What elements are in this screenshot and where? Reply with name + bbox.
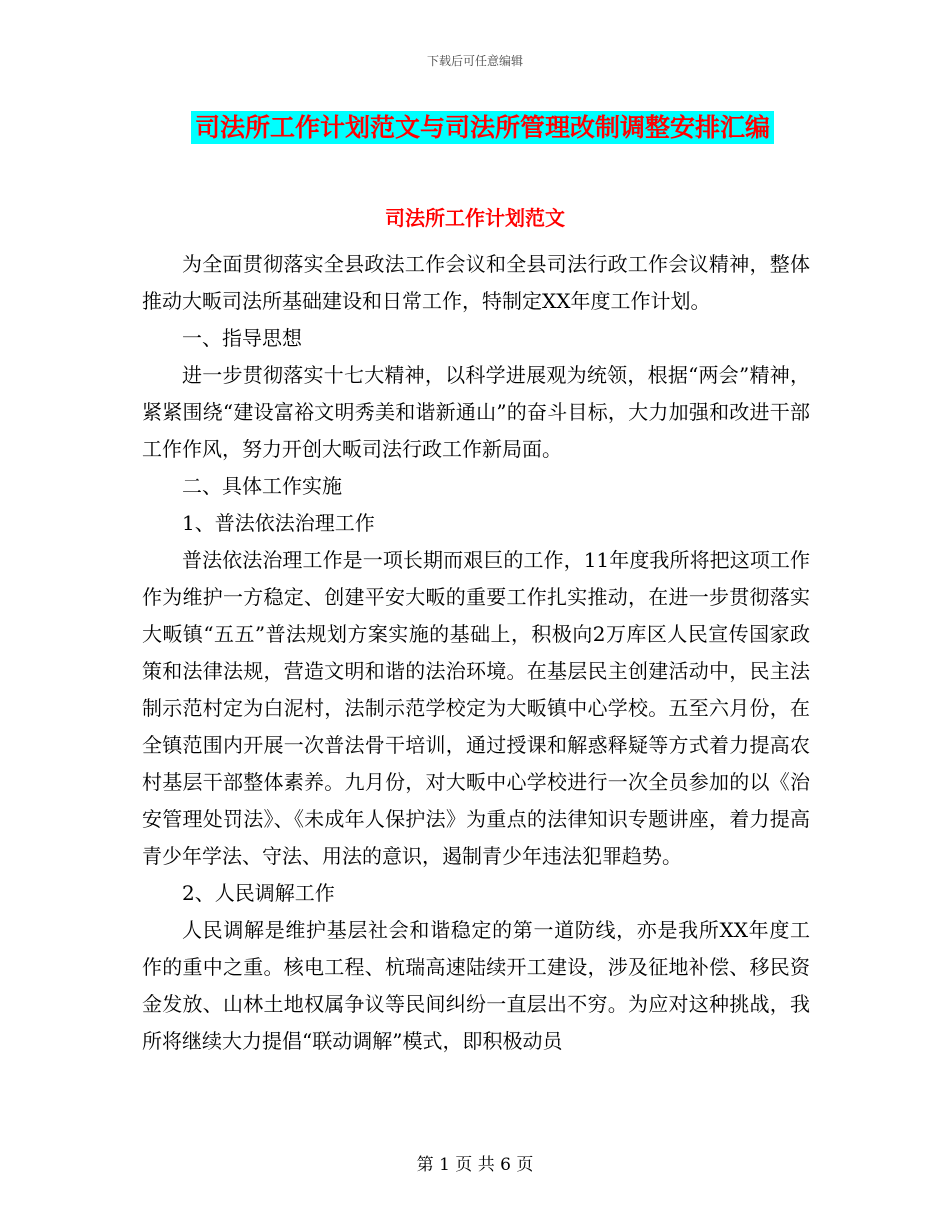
heading-guiding-ideology: 一、指导思想: [182, 326, 302, 350]
page-number-footer: 第 1 页 共 6 页: [416, 1155, 534, 1175]
mediation-paragraph: 人民调解是维护基层社会和谐稳定的第一道防线，亦是我所XX年度工作的重中之重。核电工程、杭瑞高速陆续开工建设，涉及征地补偿、移民资金发放、山林土地权属争议等民间纠纷一直层出不穷。为应对这种挑战，我所将继续大力提倡“联动调解”模式，即积极动员: [142, 918, 810, 1053]
heading-mediation: 2、人民调解工作: [182, 881, 335, 905]
document-main-title: 司法所工作计划范文与司法所管理改制调整安排汇编: [191, 111, 774, 144]
intro-paragraph: 为全面贯彻落实全县政法工作会议和全县司法行政工作会议精神，整体推动大畈司法所基础建设和日常工作，特制定XX年度工作计划。: [142, 252, 810, 313]
heading-specific-work: 二、具体工作实施: [182, 474, 342, 498]
document-body: [142, 246, 810, 1060]
guiding-ideology-paragraph: 进一步贯彻落实十七大精神，以科学进展观为统领，根据“两会”精神，紧紧围绕“建设富裕文明秀美和谐新通山”的奋斗目标，大力加强和改进干部工作作风，努力开创大畈司法行政工作新局面。: [142, 363, 810, 461]
legal-education-paragraph: 普法依法治理工作是一项长期而艰巨的工作，11年度我所将把这项工作作为维护一方稳定、创建平安大畈的重要工作扎实推动，在进一步贯彻落实大畈镇“五五”普法规划方案实施的基础上，积极向2万库区人民宣传国家政策和法律法规，营造文明和谐的法治环境。在基层民主创建活动中，民主法制示范村定为白泥村，法制示范学校定为大畈镇中心学校。五至六月份，在全镇范围内开展一次普法骨干培训，通过授课和解惑释疑等方式着力提高农村基层干部整体素养。九月份，对大畈中心学校进行一次全员参加的以《治安管理处罚法》、《未成年人保护法》为重点的法律知识专题讲座，着力提高青少年学法、守法、用法的意识，遏制青少年违法犯罪趋势。: [142, 548, 810, 868]
header-note: 下载后可任意编辑: [426, 54, 523, 68]
heading-legal-education: 1、普法依法治理工作: [182, 511, 375, 535]
section-title: 司法所工作计划范文: [385, 206, 565, 230]
